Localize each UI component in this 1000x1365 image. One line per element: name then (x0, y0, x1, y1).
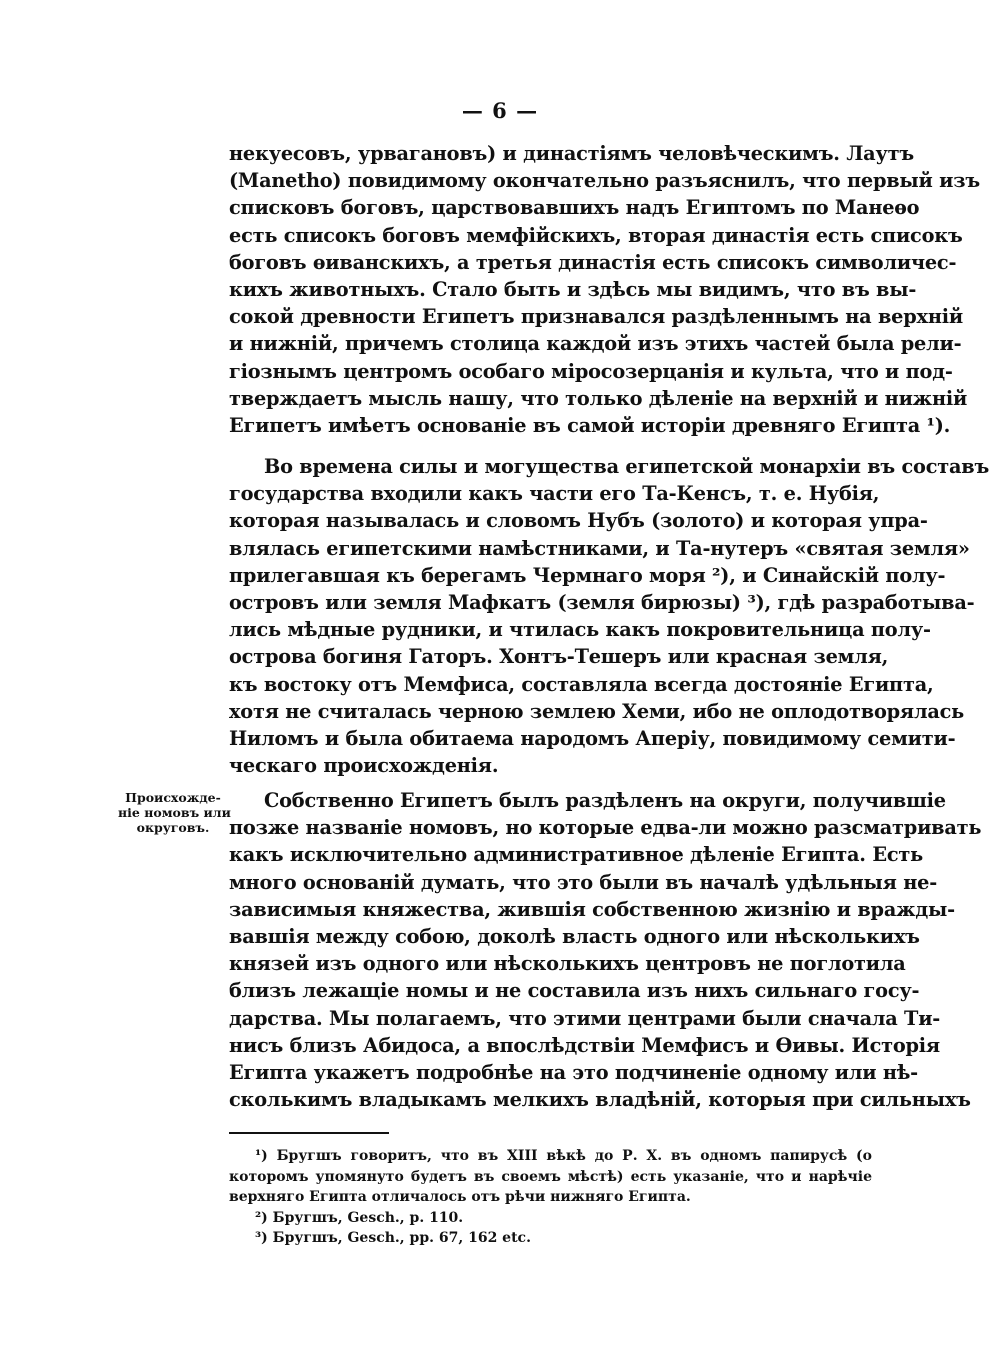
text-line: тверждаетъ мысль нашу, что только дѣленіе на верхній и нижній (229, 386, 968, 410)
text-line: есть списокъ боговъ мемфійскихъ, вторая династія есть списокъ (229, 223, 963, 247)
margin-note-line: Происхожде- (125, 790, 221, 805)
text-line: кихъ животныхъ. Стало быть и здѣсь мы видимъ, что въ вы- (229, 277, 917, 301)
margin-note-line: округовъ. (136, 820, 210, 835)
margin-note-line: ніе номовъ или (118, 805, 231, 820)
text-line: (Manetho) повидимому окончательно разъяснилъ, что первый изъ (229, 169, 980, 193)
text-line: Египетъ имѣетъ основаніе въ самой исторіи древняго Египта ¹). (229, 413, 951, 437)
footnotes (229, 1146, 872, 1249)
text-line: прилегавшая къ берегамъ Чермнаго моря ²), и Синайскій полу- (229, 563, 946, 587)
text-line: зависимыя княжества, жившія собственною жизнію и вражды- (229, 897, 955, 921)
text-line: позже названіе номовъ, но которые едва-ли можно разсматривать (229, 816, 982, 840)
text-line: сколькимъ владыкамъ мелкихъ владѣній, которыя при сильныхъ (229, 1088, 971, 1112)
text-line: близъ лежащіе номы и не составила изъ нихъ сильнаго госу- (229, 979, 920, 1003)
text-line: дарства. Мы полагаемъ, что этими центрами были сначала Ти- (229, 1006, 941, 1030)
text-line: которая называлась и словомъ Нубъ (золото) и которая упра- (229, 509, 928, 533)
text-line: Египта укажетъ подробнѣе на это подчиненіе одному или нѣ- (229, 1060, 918, 1084)
text-line: ческаго происхожденія. (229, 754, 499, 778)
text-line: государства входили какъ части его Та-Кенсъ, т. е. Нубія, (229, 482, 880, 506)
text-line: боговъ ѳиванскихъ, а третья династія есть списокъ символичес- (229, 250, 957, 274)
text-line: много основаній думать, что это были въ началѣ удѣльныя не- (229, 870, 937, 894)
margin-note (118, 790, 231, 835)
footnote-3: ³) Бругшъ, Gesch., pp. 67, 162 etc. (255, 1230, 531, 1246)
text-line: некуесовъ, урвагановъ) и династіямъ человѣческимъ. Лаутъ (229, 142, 914, 165)
paragraph-nomes (229, 787, 982, 1113)
text-line: Собственно Египетъ былъ раздѣленъ на округи, получившіе (264, 789, 946, 812)
paragraph-egypt-territories (229, 453, 990, 779)
paragraph-continuation (229, 140, 980, 439)
text-line: гіознымъ центромъ особаго міросозерцанія и культа, что и под- (229, 359, 953, 383)
text-line: какъ исключительно административное дѣленіе Египта. Есть (229, 843, 923, 867)
footnote-1-line: ¹) Бругшъ говоритъ, что въ XIII вѣкѣ до Р. Х. въ одномъ папирусѣ (о (255, 1148, 872, 1164)
page-number: — 6 — (461, 98, 539, 123)
text-line: къ востоку отъ Мемфиса, составляла всегда достояніе Египта, (229, 672, 934, 696)
text-line: острова богиня Гаторъ. Хонтъ-Тешеръ или красная земля, (229, 645, 889, 669)
text-line: нисъ близъ Абидоса, а впослѣдствіи Мемфисъ и Ѳивы. Исторія (229, 1033, 940, 1057)
text-line: влялась египетскими намѣстниками, и Та-нутеръ «святая земля» (229, 536, 970, 560)
footnote-2: ²) Бругшъ, Gesch., p. 110. (255, 1209, 464, 1226)
text-line: хотя не считалась черною землею Хеми, ибо не оплодотворялась (229, 699, 965, 723)
text-line: списковъ боговъ, царствовавшихъ надъ Египтомъ по Манеѳо (229, 196, 920, 220)
text-line: лись мѣдные рудники, и чтилась какъ покровительница полу- (229, 618, 931, 642)
text-line: Во времена силы и могущества египетской монархіи въ составъ (264, 455, 990, 478)
text-line: сокой древности Египетъ признавался раздѣленнымъ на верхній (229, 305, 963, 329)
text-line: и нижній, причемъ столица каждой изъ этихъ частей была рели- (229, 332, 962, 356)
text-line: Ниломъ и была обитаема народомъ Аперіу, повидимому семити- (229, 726, 956, 750)
footnote-1-line: которомъ упомянуто будетъ въ своемъ мѣстѣ) есть указаніе, что и нарѣчіе (229, 1168, 872, 1185)
text-line: вавшія между собою, доколѣ власть одного или нѣсколькихъ (229, 924, 920, 948)
footnote-divider (229, 1132, 389, 1134)
text-line: князей изъ одного или нѣсколькихъ центровъ не поглотила (229, 952, 906, 976)
footnote-1-line: верхняго Египта отличалось отъ рѣчи нижняго Египта. (229, 1189, 691, 1205)
text-line: островъ или земля Мафкатъ (земля бирюзы) ³), гдѣ разработыва- (229, 590, 975, 614)
